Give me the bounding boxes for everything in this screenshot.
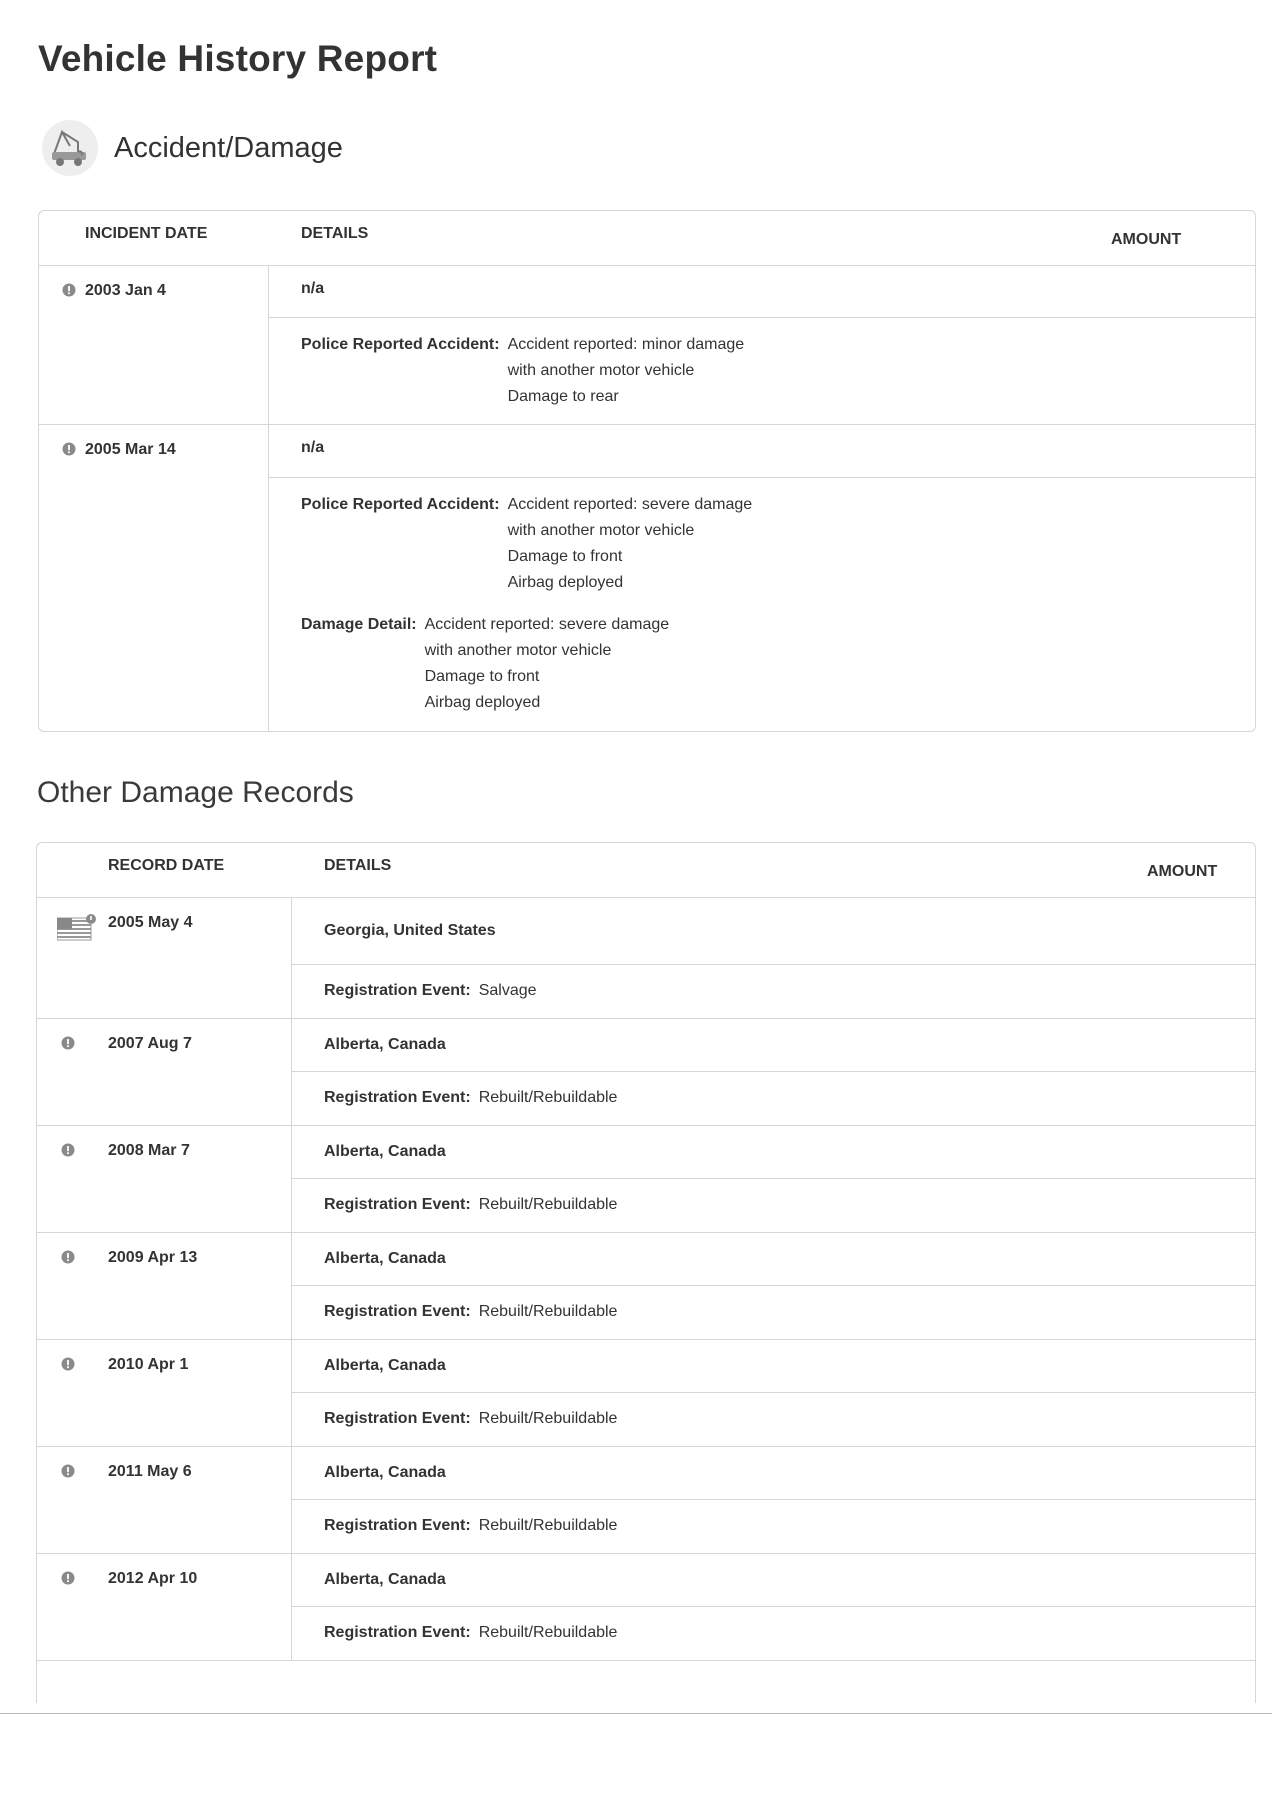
header-incident-date: INCIDENT DATE xyxy=(85,225,208,242)
accident-section-title: Accident/Damage xyxy=(114,131,343,164)
incident-row xyxy=(39,425,1255,731)
event-value: Rebuilt/Rebuildable xyxy=(478,1517,618,1534)
us-flag-icon xyxy=(57,914,97,942)
record-row xyxy=(37,1126,1255,1233)
record-date-cell xyxy=(37,1447,292,1553)
entry-line: Accident reported: minor damage xyxy=(507,335,745,353)
record-date: 2005 May 4 xyxy=(108,914,193,931)
header-record-date: RECORD DATE xyxy=(108,857,225,874)
record-event-line xyxy=(292,1072,1255,1124)
record-details xyxy=(292,1233,1255,1339)
page-edge-line xyxy=(0,1713,1272,1714)
record-date-cell xyxy=(37,1554,292,1660)
record-row xyxy=(37,1340,1255,1447)
entry-line: Airbag deployed xyxy=(507,574,624,592)
record-details xyxy=(292,1447,1255,1553)
incident-amount-value: n/a xyxy=(301,280,325,297)
record-location: Alberta, Canada xyxy=(324,1464,446,1481)
event-value: Salvage xyxy=(478,982,537,999)
record-location: Alberta, Canada xyxy=(324,1571,446,1588)
entry-line: Accident reported: severe damage xyxy=(424,616,670,634)
record-details xyxy=(292,898,1255,1018)
event-label: Registration Event: xyxy=(324,1410,471,1427)
record-location: Alberta, Canada xyxy=(324,1357,446,1374)
event-label: Registration Event: xyxy=(324,1196,471,1213)
record-row xyxy=(37,1233,1255,1340)
other-table-header xyxy=(37,843,1255,898)
incident-date-cell xyxy=(39,266,269,424)
record-date: 2008 Mar 7 xyxy=(108,1142,190,1159)
record-event-line xyxy=(292,1286,1255,1338)
alert-icon xyxy=(61,1357,75,1371)
page-title: Vehicle History Report xyxy=(38,38,438,79)
event-value: Rebuilt/Rebuildable xyxy=(478,1303,618,1320)
record-location: Alberta, Canada xyxy=(324,1143,446,1160)
incident-entry xyxy=(269,478,1255,731)
event-label: Registration Event: xyxy=(324,1517,471,1534)
alert-icon xyxy=(61,1250,75,1264)
record-location: Alberta, Canada xyxy=(324,1250,446,1267)
record-location: Georgia, United States xyxy=(324,922,496,939)
incident-date: 2003 Jan 4 xyxy=(85,282,166,299)
record-location-line xyxy=(292,1447,1255,1500)
record-location-line xyxy=(292,1340,1255,1393)
header-amount: AMOUNT xyxy=(1147,863,1218,880)
event-value: Rebuilt/Rebuildable xyxy=(478,1196,618,1213)
alert-icon xyxy=(61,1464,75,1478)
accident-section-header xyxy=(42,120,343,176)
header-details: DETAILS xyxy=(324,857,392,874)
record-event-line xyxy=(292,965,1255,1017)
entry-line: with another motor vehicle xyxy=(424,642,612,660)
record-location-line xyxy=(292,1554,1255,1607)
record-details xyxy=(292,1019,1255,1125)
entry-line: Damage to rear xyxy=(507,387,619,405)
other-damage-table xyxy=(36,842,1256,1703)
entry-label: Police Reported Accident: xyxy=(301,335,500,353)
record-event-line xyxy=(292,1500,1255,1552)
record-row xyxy=(37,1019,1255,1126)
record-date: 2010 Apr 1 xyxy=(108,1356,189,1373)
incident-details xyxy=(269,425,1255,731)
entry-line: Damage to front xyxy=(507,548,623,566)
record-date-cell xyxy=(37,898,292,1018)
alert-icon xyxy=(62,283,76,297)
record-location-line xyxy=(292,898,1255,965)
entry-label: Police Reported Accident: xyxy=(301,496,500,514)
incident-amount-value: n/a xyxy=(301,439,325,456)
record-date-cell xyxy=(37,1019,292,1125)
alert-icon xyxy=(62,442,76,456)
entry-label: Damage Detail: xyxy=(301,616,417,634)
record-details xyxy=(292,1340,1255,1446)
record-location-line xyxy=(292,1233,1255,1286)
record-location-line xyxy=(292,1019,1255,1072)
record-date-cell xyxy=(37,1340,292,1446)
alert-icon xyxy=(61,1571,75,1585)
event-label: Registration Event: xyxy=(324,982,471,999)
record-date-cell xyxy=(37,1126,292,1232)
entry-line: with another motor vehicle xyxy=(507,361,695,379)
accident-table-header xyxy=(39,211,1255,266)
record-date: 2009 Apr 13 xyxy=(108,1249,198,1266)
accident-table xyxy=(38,210,1256,732)
record-location-line xyxy=(292,1126,1255,1179)
record-details xyxy=(292,1554,1255,1660)
entry-line: Accident reported: severe damage xyxy=(507,496,753,514)
record-date: 2011 May 6 xyxy=(108,1463,192,1480)
record-location: Alberta, Canada xyxy=(324,1036,446,1053)
tow-truck-icon xyxy=(42,120,98,176)
incident-na-line xyxy=(269,425,1255,478)
entry-line: with another motor vehicle xyxy=(507,522,695,540)
record-event-line xyxy=(292,1393,1255,1445)
entry-line: Airbag deployed xyxy=(424,694,541,712)
record-date: 2012 Apr 10 xyxy=(108,1570,198,1587)
event-value: Rebuilt/Rebuildable xyxy=(478,1089,618,1106)
entry-line: Damage to front xyxy=(424,668,540,686)
record-details xyxy=(292,1126,1255,1232)
event-value: Rebuilt/Rebuildable xyxy=(478,1410,618,1427)
alert-icon xyxy=(61,1036,75,1050)
event-label: Registration Event: xyxy=(324,1624,471,1641)
event-label: Registration Event: xyxy=(324,1303,471,1320)
record-date: 2007 Aug 7 xyxy=(108,1035,192,1052)
incident-na-line xyxy=(269,266,1255,318)
header-amount: AMOUNT xyxy=(1111,231,1182,248)
alert-icon xyxy=(61,1143,75,1157)
record-row xyxy=(37,1447,1255,1554)
header-details: DETAILS xyxy=(301,225,369,242)
event-value: Rebuilt/Rebuildable xyxy=(478,1624,618,1641)
record-row xyxy=(37,1554,1255,1661)
incident-date: 2005 Mar 14 xyxy=(85,441,176,458)
incident-row xyxy=(39,266,1255,425)
record-event-line xyxy=(292,1179,1255,1231)
incident-date-cell xyxy=(39,425,269,731)
record-row xyxy=(37,898,1255,1019)
record-event-line xyxy=(292,1607,1255,1659)
incident-details xyxy=(269,266,1255,424)
event-label: Registration Event: xyxy=(324,1089,471,1106)
record-date-cell xyxy=(37,1233,292,1339)
incident-entry xyxy=(269,318,1255,424)
other-damage-title: Other Damage Records xyxy=(37,776,354,809)
